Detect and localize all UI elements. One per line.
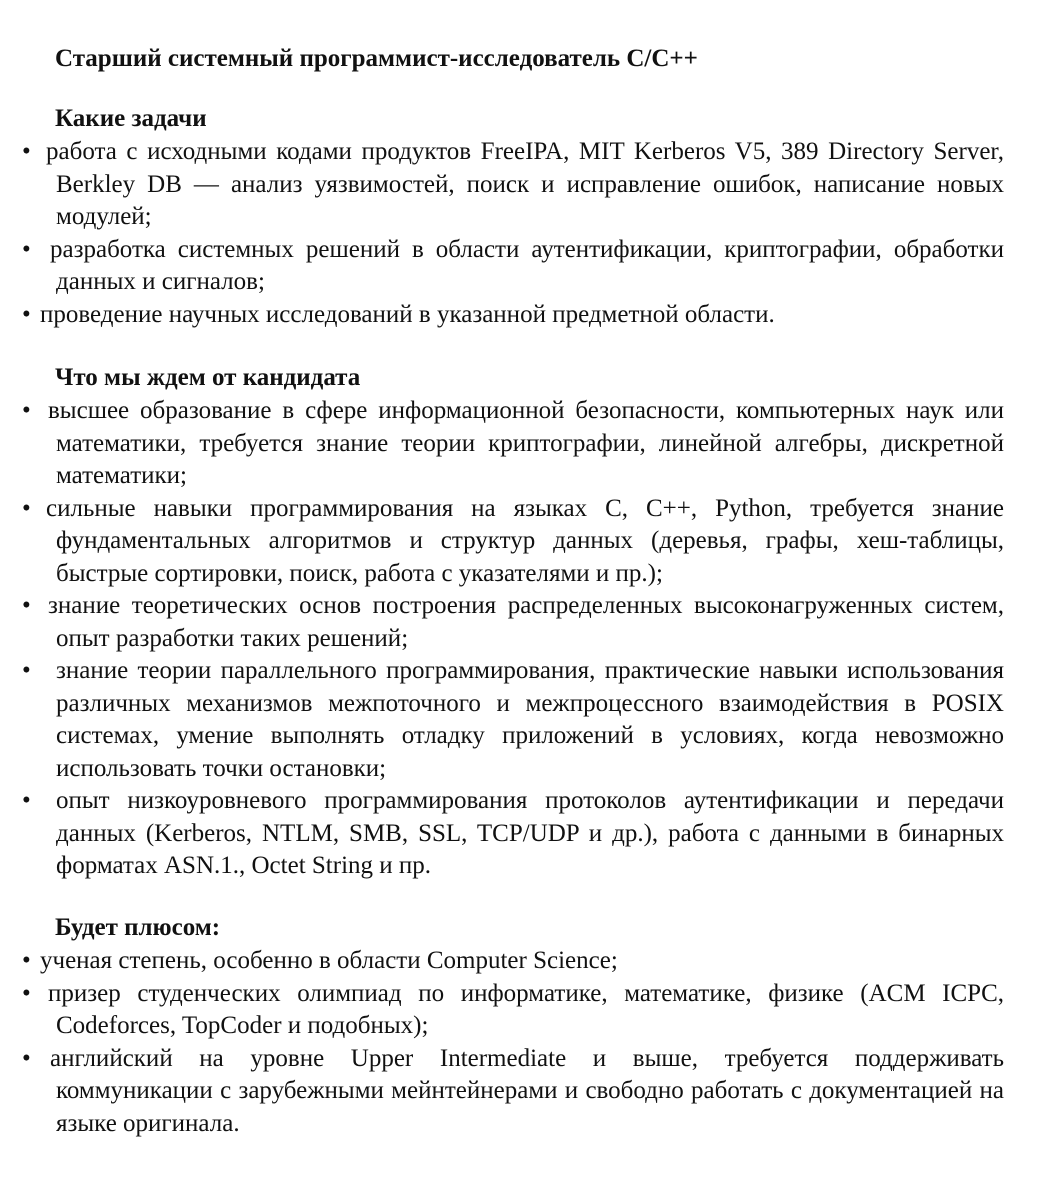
section-requirements [22, 361, 1004, 883]
list-item: • английский на уровне Upper Intermediate и выше, требуется поддерживать коммуникации с зарубежными мейнтейнерами и свободно работать с документацией на языке оригинала. [22, 1044, 1004, 1137]
bullet-icon: • [22, 1044, 31, 1072]
bullet-icon: • [22, 138, 31, 165]
bullet-icon: • [22, 947, 31, 974]
section-tasks [22, 102, 1004, 331]
list-item: • опыт низкоуровневого программирования протоколов аутентификации и передачи данных (Kerberos, NTLM, SMB, SSL, TCP/UDP и др.), работа с данными в бинарных форматах ASN.1., Octet String и пр. [22, 787, 1004, 879]
bullet-icon: • [22, 979, 31, 1007]
bullet-icon: • [22, 657, 31, 684]
bullet-icon: • [22, 235, 31, 263]
section-heading: Будет плюсом: [55, 914, 221, 941]
section-heading: Какие задачи [55, 105, 207, 132]
list-item: • знание теоретических основ построения распределенных высоконагруженных систем, опыт разработки таких решений; [22, 592, 1004, 652]
tasks-list [22, 136, 1004, 331]
bullet-icon: • [22, 787, 31, 814]
bullet-icon: • [22, 592, 31, 619]
list-item: • проведение научных исследований в указанной предметной области. [22, 299, 1004, 332]
list-item: • разработка системных решений в области аутентификации, криптографии, обработки данных и сигналов; [22, 235, 1004, 295]
list-item: • работа с исходными кодами продуктов FreeIPA, MIT Kerberos V5, 389 Directory Server, Berkley DB — анализ уязвимостей, поиск и исправление ошибок, написание новых модулей; [22, 138, 1004, 230]
list-item: • сильные навыки программирования на языках C, C++, Python, требуется знание фундаментальных алгоритмов и структур данных (деревья, графы, хеш-таблицы, быстрые сортировки, поиск, работа с указателями и пр.); [22, 494, 1004, 587]
list-item: • ученая степень, особенно в области Computer Science; [22, 945, 1004, 978]
list-item: • высшее образование в сфере информационной безопасности, компьютерных наук или математики, требуется знание теории криптографии, линейной алгебры, дискретной математики; [22, 397, 1004, 489]
list-item: • знание теории параллельного программирования, практические навыки использования различных механизмов межпоточного и межпроцессного взаимодействия в POSIX системах, умение выполнять отладку приложений в условиях, когда невозможно использовать точки остановки; [22, 657, 1004, 782]
bullet-icon: • [22, 300, 31, 328]
section-heading: Что мы ждем от кандидата [55, 364, 361, 391]
bullet-icon: • [22, 397, 31, 424]
requirements-list [22, 395, 1004, 883]
section-bonus [22, 911, 1004, 1140]
list-item: • призер студенческих олимпиад по информатике, математике, физике (ACM ICPC, Codeforces, TopCoder и подобных); [22, 979, 1004, 1039]
job-title: Старший системный программист-исследователь C/C++ [55, 45, 698, 72]
bullet-icon: • [22, 494, 31, 522]
bonus-list [22, 945, 1004, 1140]
